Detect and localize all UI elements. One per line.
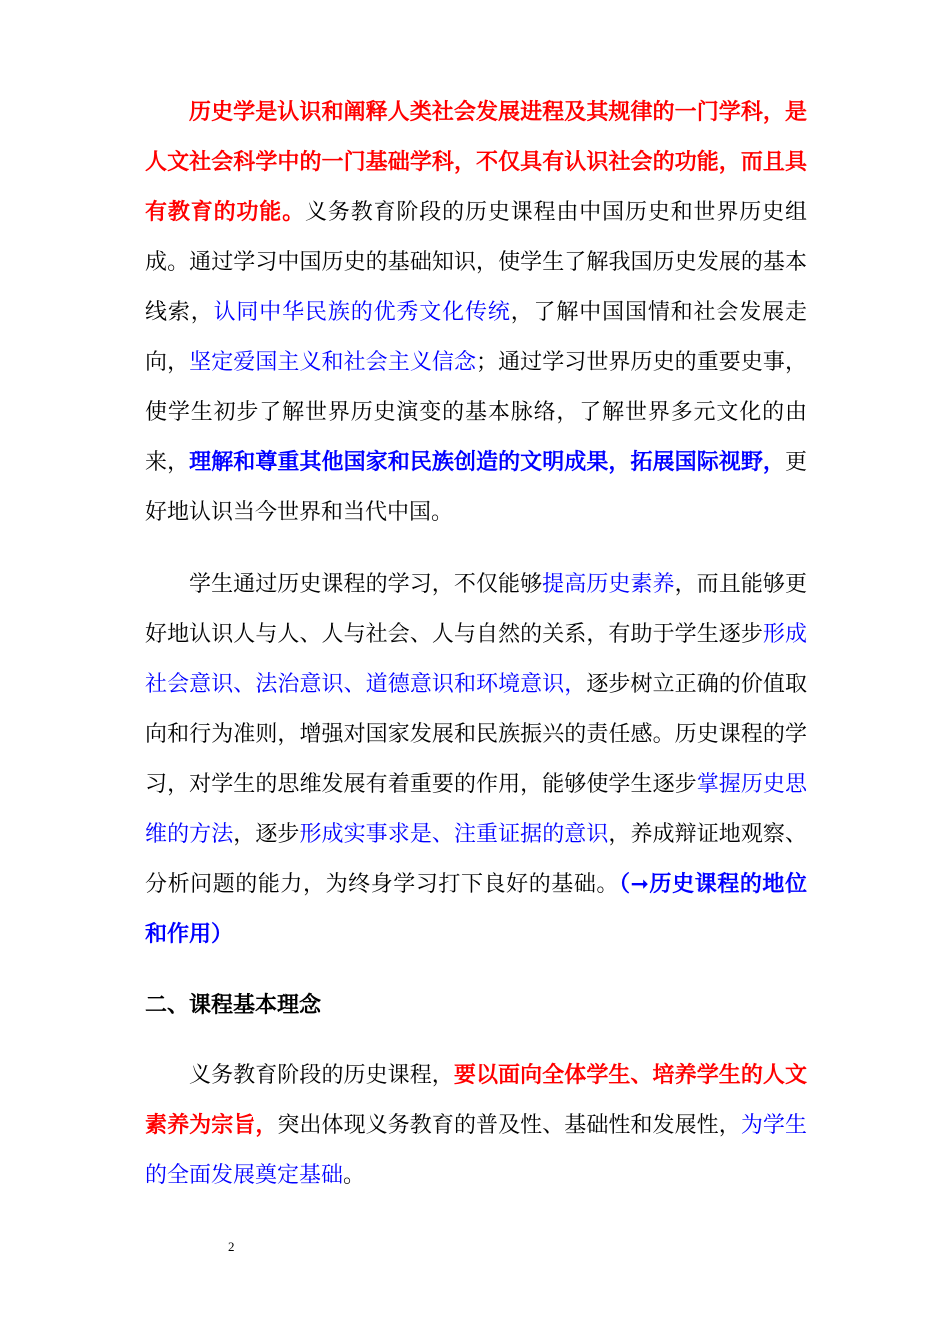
highlight-blue-bold: 理解和尊重其他国家和民族创造的文明成果，拓展国际视野，: [189, 450, 785, 475]
section-heading: 二、课程基本理念: [145, 993, 322, 1018]
paragraph-learning-benefits: [145, 560, 807, 960]
highlight-blue: 形成社会意识、法治意识、道德意识和环境意识，: [145, 622, 807, 697]
cross-reference-note: （➞历史课程的地位和作用）: [145, 872, 807, 947]
highlight-blue: 坚定爱国主义和社会主义信念: [189, 350, 477, 375]
highlight-blue: 形成实事求是、注重证据的意识: [299, 822, 609, 847]
paragraph-text: 逐步树立正确的价值取向和行为准则，增强对国家发展和民族振兴的责任感。历史课程的学习，对学生的思维发展有着重要的作用，能够使学生逐步: [145, 672, 807, 797]
paragraph-text: ，了解中国国情和社会发展走向，: [145, 300, 807, 375]
highlight-blue: 提高历史素养: [542, 572, 675, 597]
highlight-red: 要以面向全体学生、培养学生的人文素养为宗旨，: [145, 1063, 807, 1138]
document-body: [145, 88, 807, 1201]
highlight-blue: 为学生的全面发展奠定基础: [145, 1113, 807, 1188]
highlight-red-intro: 历史学是认识和阐释人类社会发展进程及其规律的一门学科，是人文社会科学中的一门基础学科，不仅具有认识社会的功能，而且具有教育的功能。: [145, 100, 807, 225]
highlight-blue: 掌握历史思维的方法: [145, 772, 807, 847]
paragraph-text: 突出体现义务教育的普及性、基础性和发展性，: [277, 1113, 741, 1138]
paragraph-text: ，养成辩证地观察、分析问题的能力，为终身学习打下良好的基础。: [145, 822, 807, 897]
paragraph-text: ，而且能够更好地认识人与人、人与社会、人与自然的关系，有助于学生逐步: [145, 572, 807, 647]
highlight-blue: 认同中华民族的优秀文化传统: [213, 300, 511, 325]
paragraph-text: ，逐步: [233, 822, 300, 847]
paragraph-history-definition: [145, 88, 807, 538]
paragraph-text: 学生通过历史课程的学习，不仅能够: [189, 572, 543, 597]
paragraph-text: 义务教育阶段的历史课程由中国历史和世界历史组成。通过学习中国历史的基础知识，使学生了解我国历史发展的基本线索，: [145, 200, 807, 325]
paragraph-text: 。: [343, 1163, 366, 1188]
paragraph-text: 更好地认识当今世界和当代中国。: [145, 450, 807, 525]
paragraph-basic-concept: [145, 1051, 807, 1201]
paragraph-text: ；通过学习世界历史的重要史事，使学生初步了解世界历史演变的基本脉络，了解世界多元文化的由来，: [145, 350, 807, 475]
paragraph-text: 义务教育阶段的历史课程，: [189, 1063, 454, 1088]
page-number: 2: [228, 1239, 235, 1254]
